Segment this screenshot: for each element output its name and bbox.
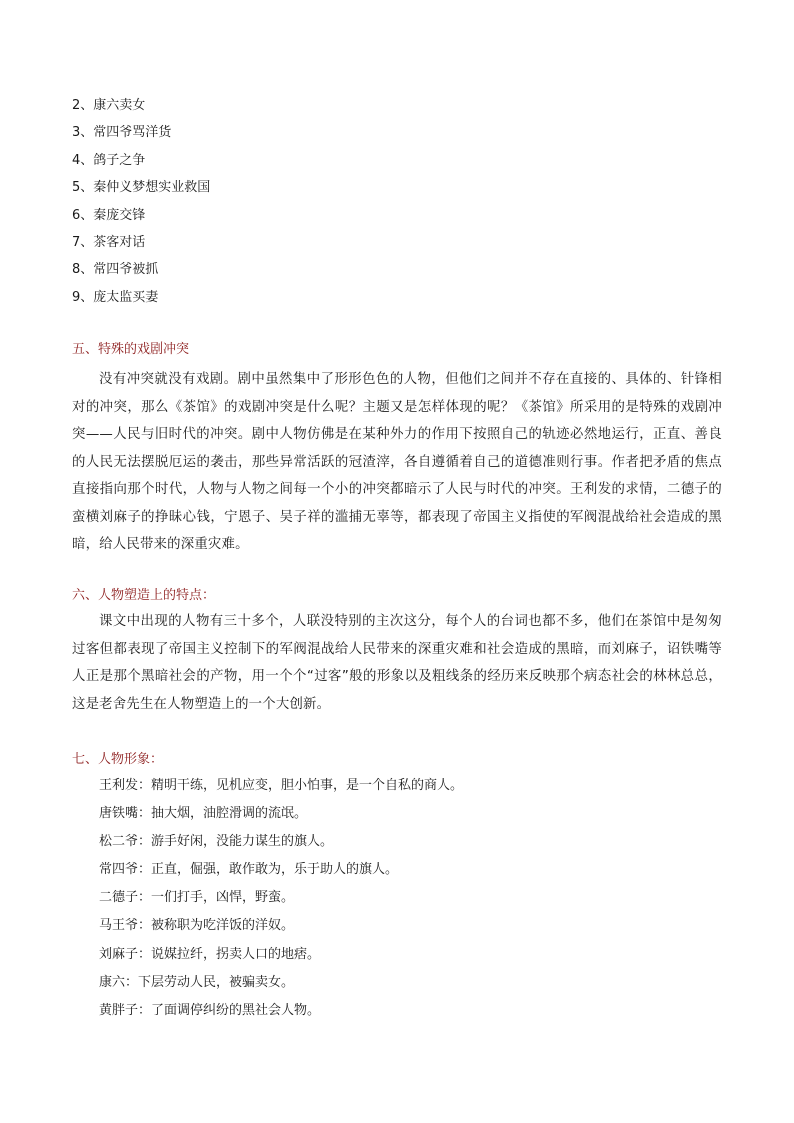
list-item: 5、秦仲义梦想实业救国 [72,180,211,196]
character-list [99,772,463,1025]
list-item: 6、秦庞交锋 [72,207,146,223]
section5-heading: 五、特殊的戏剧冲突 [72,342,190,357]
character-item: 二德子：一们打手，凶悍，野蛮。 [99,890,295,906]
section6-heading: 六、人物塑造上的特点： [72,588,216,603]
section6-paragraph: 课文中出现的人物有三十多个，人联没特别的主次这分，每个人的台词也都不多，他们在茶馆中是匆匆过客但都表现了帝国主义控制下的军阀混战给人民带来的深重灾难和社会造成的黑暗，而刘麻子，诏铁嘴等人正是那个黑暗社会的产物，用一个个“过客”般的形象以及粗线条的经历来反映那个病态社会的林林总总，这是老舍先生在人物塑造上的一个大创新。 [72,614,722,712]
list-item: 7、茶客对话 [72,234,146,250]
character-item: 唐铁嘴：抽大烟，油腔滑调的流氓。 [99,806,308,822]
character-item: 黄胖子：了面调停纠纷的黑社会人物。 [99,1002,321,1018]
character-item: 常四爷：正直，倔强，敢作敢为，乐于助人的旗人。 [99,862,399,878]
character-item: 松二爷：游手好闲，没能力谋生的旗人。 [99,834,334,850]
list-item: 8、常四爷被抓 [72,262,159,278]
character-item: 刘麻子：说媒拉纤，拐卖人口的地痞。 [99,946,321,962]
list-item: 4、鸽子之争 [72,152,146,168]
character-item: 马王爷：被称职为吃洋饭的洋奴。 [99,918,295,934]
character-item: 康六：下层劳动人民，被骗卖女。 [99,974,295,990]
scene-list [72,92,210,311]
list-item: 9、庞太监买妻 [72,289,159,305]
list-item: 2、康六卖女 [72,98,146,113]
character-item: 王利发：精明干练，见机应变，胆小怕事，是一个自私的商人。 [99,778,464,793]
section5-paragraph: 没有冲突就没有戏剧。剧中虽然集中了形形色色的人物，但他们之间并不存在直接的、具体的、针锋相对的冲突，那么《茶馆》的戏剧冲突是什么呢？主题又是怎样体现的呢？《茶馆》所采用的是特殊的戏剧冲突——人民与旧时代的冲突。剧中人物仿佛是在某种外力的作用下按照自己的轨迹必然地运行，正直、善良的人民无法摆脱厄运的袭击，那些异常活跃的冠渣滓，各自遵循着自己的道德准则行事。作者把矛盾的焦点直接指向那个时代，人物与人物之间每一个小的冲突都暗示了人民与时代的冲突。王利发的求情，二德子的蛮横刘麻子的挣昧心钱，宁恩子、吴子祥的滥捕无辜等，都表现了帝国主义指使的军阀混战给社会造成的黑暗，给人民带来的深重灾难。 [72,372,722,552]
section7-heading: 七、人物形象： [72,752,164,767]
list-item: 3、常四爷骂洋货 [72,125,172,141]
